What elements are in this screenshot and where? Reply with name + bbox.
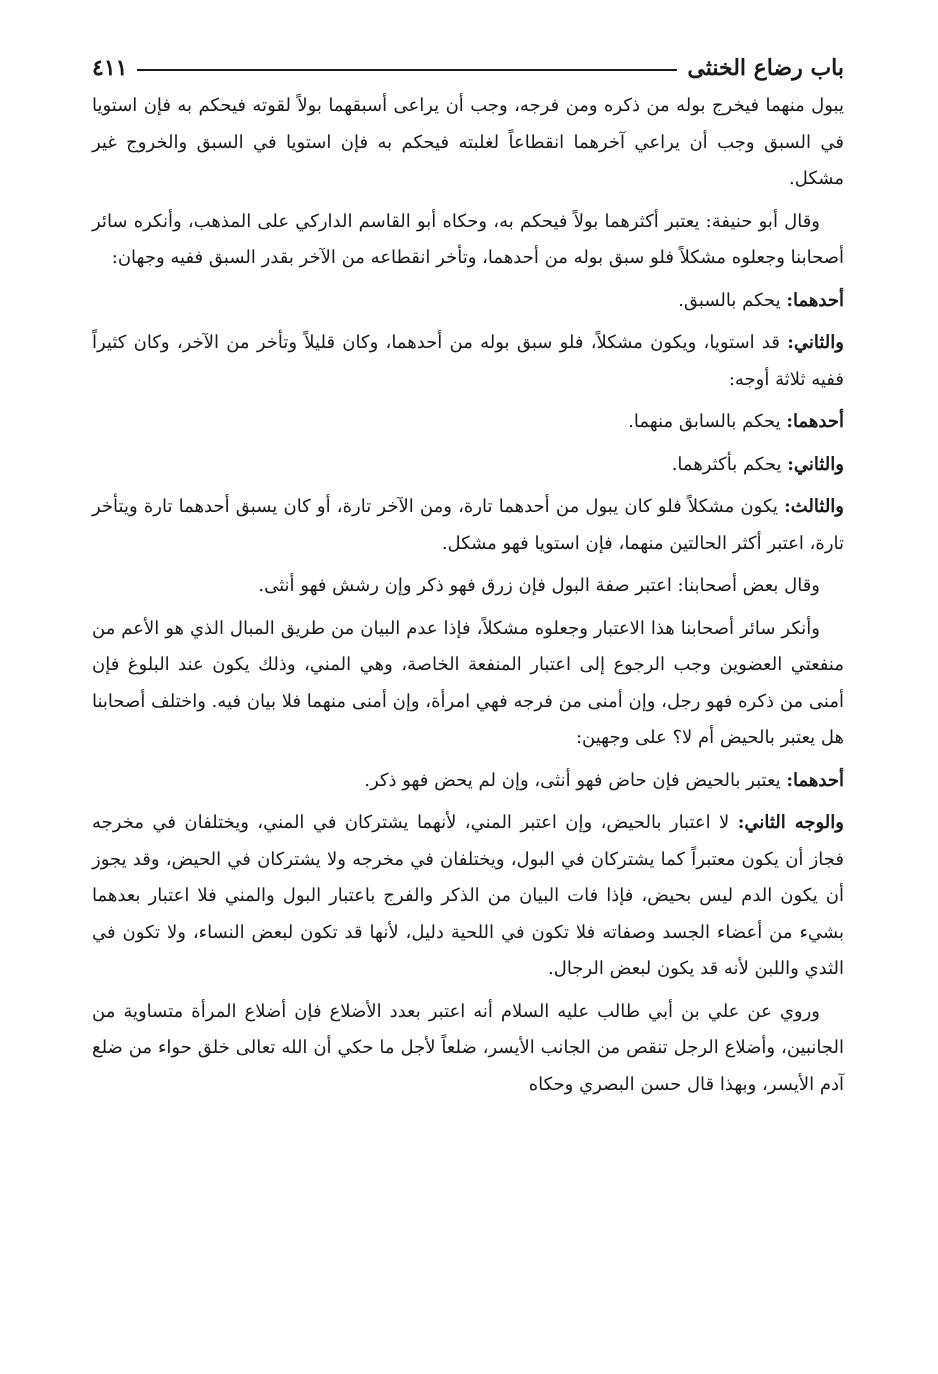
paragraph-text: وأنكر سائر أصحابنا هذا الاعتبار وجعلوه مشكلاً، فإذا عدم البيان من طريق المبال الذي هو الأعم من منفعتي العضوين وجب الرجوع إلى اعتبار المنفعة الخاصة، وهي المني، وذلك يكون عند البلوغ فإن أمنى من ذكره فهو رجل، وإن أمنى من فرجه فهي امرأة، وإن أمنى منهما فلا بيان فيه. واختلف أصحابنا هل يعتبر بالحيض أم لا؟ على وجهين: bbox=[92, 617, 844, 748]
paragraph-text: يحكم بالسابق منهما. bbox=[628, 411, 787, 432]
paragraph-text: يبول منهما فيخرج بوله من ذكره ومن فرجه، وجب أن يراعى أسبقهما بولاً لقوته فيحكم به فإن استويا في السبق وجب أن يراعي آخرهما انقطاعاً لغلبته فيحكم به فإن استويا في السبق والخروج غير مشكل. bbox=[92, 95, 844, 189]
paragraph bbox=[92, 283, 844, 320]
paragraph bbox=[92, 88, 844, 198]
paragraph-lead: أحدهما: bbox=[786, 411, 844, 432]
paragraph-text: يحكم بالسبق. bbox=[678, 289, 787, 311]
paragraph-text: يكون مشكلاً فلو كان يبول من أحدهما تارة، ومن الآخر تارة، أو كان يسبق أحدهما تارة ويتأخر تارة، اعتبر أكثر الحالتين منهما، فإن استويا فهو مشكل. bbox=[92, 496, 844, 554]
paragraph bbox=[92, 763, 844, 800]
paragraph-lead: والثاني: bbox=[787, 453, 844, 475]
running-header bbox=[92, 48, 844, 88]
paragraph bbox=[92, 325, 844, 398]
paragraph-text: قد استويا، ويكون مشكلاً، فلو سبق بوله من أحدهما، وكان قليلاً وتأخر من الآخر، وكان كثيراً ففيه ثلاثة أوجه: bbox=[92, 332, 844, 390]
book-page bbox=[92, 48, 844, 1109]
paragraph-text: وروي عن علي بن أبي طالب عليه السلام أنه اعتبر بعدد الأضلاع فإن أضلاع المرأة متساوية من الجانبين، وأضلاع الرجل تنقص من الجانب الأيسر، ضلعاً لأجل ما حكي أن الله تعالى خلق حواء من ضلع آدم الأيسر، وبهذا قال حسن البصري وحكاه bbox=[92, 1000, 844, 1095]
paragraph-lead: أحدهما: bbox=[786, 289, 844, 311]
paragraph-text: وقال بعض أصحابنا: اعتبر صفة البول فإن زرق فهو ذكر وإن رشش فهو أنثى. bbox=[258, 575, 820, 596]
paragraph-lead: والثاني: bbox=[787, 332, 844, 353]
paragraph-lead: والوجه الثاني: bbox=[737, 812, 844, 833]
paragraph bbox=[92, 994, 844, 1104]
paragraph bbox=[92, 568, 844, 605]
paragraph bbox=[92, 489, 844, 562]
paragraph-text: وقال أبو حنيفة: يعتبر أكثرهما بولاً فيحكم به، وحكاه أبو القاسم الداركي على المذهب، وأنكره سائر أصحابنا وجعلوه مشكلاً فلو سبق بوله من أحدهما، وتأخر انقطاعه من الآخر بقدر السبق ففيه وجهان: bbox=[92, 210, 844, 268]
page-number: ٤١١ bbox=[92, 55, 128, 81]
chapter-title: باب رضاع الخنثى bbox=[687, 55, 844, 81]
paragraph bbox=[92, 404, 844, 441]
paragraph bbox=[92, 447, 844, 484]
paragraph bbox=[92, 204, 844, 277]
paragraph-lead: أحدهما: bbox=[786, 769, 844, 791]
paragraph-text: يعتبر بالحيض فإن حاض فهو أنثى، وإن لم يحض فهو ذكر. bbox=[364, 769, 787, 791]
paragraph-text: لا اعتبار بالحيض، وإن اعتبر المني، لأنهما يشتركان في المني، ويختلفان في مخرجه فجاز أن يكون معتبراً كما يشتركان في البول، ويختلفان في مخرجه ولا يشتركان في الحيض، وقد يجوز أن يكون الدم ليس بحيض، فإذا فات البيان من الذكر والفرج باعتبار البول والمني فلا اعتبار بعدهما بشيء من أعضاء الجسد وصفاته فلا تكون في اللحية دليل، لأنها قد تكون لبعض النساء، ولا تكون في الثدي واللبن لأنه قد يكون لبعض الرجال. bbox=[92, 812, 844, 979]
paragraph-lead: والثالث: bbox=[784, 496, 844, 517]
paragraph-text: يحكم بأكثرهما. bbox=[671, 453, 788, 475]
body-text bbox=[92, 88, 844, 1103]
header-rule bbox=[137, 69, 677, 71]
paragraph bbox=[92, 805, 844, 988]
paragraph bbox=[92, 611, 844, 757]
